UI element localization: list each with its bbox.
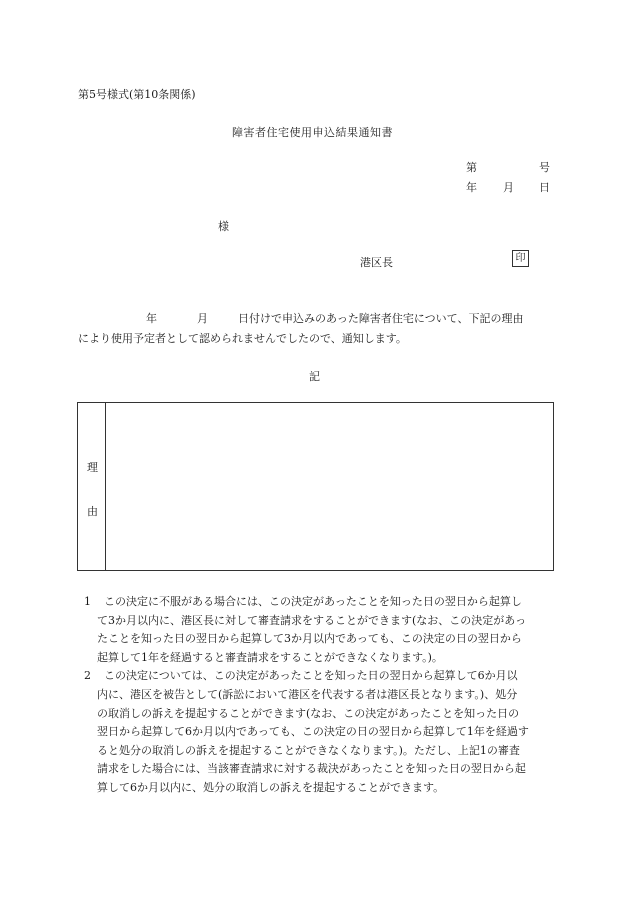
body-year-label: 年 [146,312,157,325]
note-1-line-1 [84,593,560,612]
form-code: 第5号様式(第10条関係) [78,88,196,101]
note-2-line-4: 翌日から起算して6か月以内であっても、この決定の日の翌日から起算して1年を経過す [97,725,529,739]
note-2-number: 2 [84,669,91,683]
note-2-line-1 [84,667,560,686]
addressee-suffix: 様 [218,220,229,233]
number-prefix: 第 [466,161,477,174]
note-2-line-7: 算して6か月以内に、処分の取消しの訴えを提起することができます。 [97,780,445,794]
note-2-text-1: この決定については、この決定があったことを知った日の翌日から起算して6か月以 [104,669,518,683]
note-1-line-3: たことを知った日の翌日から起算して3か月以内であっても、この決定の日の翌日から [97,632,522,646]
note-1-number: 1 [84,595,91,608]
date-month-label: 月 [503,181,514,194]
note-2-line-2: 内に、港区を被告として(訴訟において港区を代表する者は港区長となります。)、処分 [97,687,518,701]
note-2-line-5: ると処分の取消しの訴えを提起することができなくなります。)。ただし、上記1の審査 [97,743,520,757]
body-line-1-text: 日付けで申込みのあった障害者住宅について、下記の理由 [238,312,524,325]
ki-heading: 記 [309,370,320,383]
note-2-line-6: 請求をした場合には、当該審査請求に対する裁決があったことを知った日の翌日から起 [97,762,526,776]
number-suffix: 号 [539,161,550,174]
date-day-label: 日 [539,181,550,194]
seal-mark: 印 [512,250,529,267]
note-1-line-2: て3か月以内に、港区長に対して審査請求をすることができます(なお、この決定があっ [97,613,527,627]
notice-body [78,309,558,348]
reason-label-column [78,403,106,570]
issuer-name: 港区長 [360,256,393,269]
notice-body-line-2: により使用予定者として認められませんでしたので、通知します。 [78,331,407,345]
document-title: 障害者住宅使用申込結果通知書 [232,126,393,139]
note-2-line-3: の取消しの訴えを提起することができます(なお、この決定があったことを知った日の [97,706,520,720]
reason-label-char-2: 由 [87,505,98,518]
note-1-line-4: 起算して1年を経過すると審査請求をすることができなくなります。)。 [97,650,443,664]
notes-section [84,593,560,798]
reason-label-char-1: 理 [87,461,98,474]
notice-body-line-1 [78,309,558,329]
note-1-text-1: この決定に不服がある場合には、この決定があったことを知った日の翌日から起算し [104,595,522,608]
date-year-label: 年 [466,181,477,194]
body-month-label: 月 [197,312,208,325]
reason-table [77,402,554,571]
